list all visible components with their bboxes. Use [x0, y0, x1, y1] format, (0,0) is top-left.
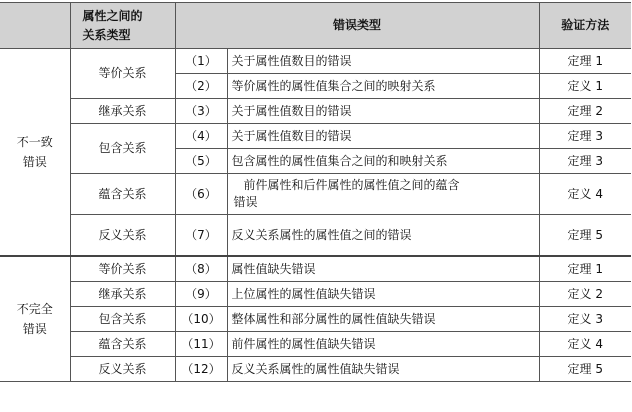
error-number: （12） — [175, 357, 227, 382]
error-description: 反义关系属性的属性值之间的错误 — [227, 215, 539, 257]
table-row — [0, 307, 631, 332]
relation-cell: 继承关系 — [70, 99, 175, 124]
error-number: （4） — [175, 124, 227, 149]
error-number: （2） — [175, 74, 227, 99]
error-number: （3） — [175, 99, 227, 124]
verification-method: 定理 5 — [539, 215, 631, 257]
table-row — [0, 99, 631, 124]
group-label-line2: 错误 — [22, 322, 47, 336]
relation-cell: 等价关系 — [70, 49, 175, 99]
verification-method: 定理 1 — [539, 256, 631, 282]
table-row — [0, 215, 631, 257]
group-label-inconsistency — [0, 49, 70, 257]
table-row — [0, 357, 631, 382]
header-relation-line2: 关系类型 — [82, 27, 131, 42]
verification-method: 定理 1 — [539, 49, 631, 74]
error-description: 前件属性的属性值缺失错误 — [227, 332, 539, 357]
header-category — [0, 3, 70, 49]
error-description: 关于属性值数目的错误 — [227, 99, 539, 124]
relation-cell: 蕴含关系 — [70, 332, 175, 357]
verification-method: 定义 3 — [539, 307, 631, 332]
group-label-incompleteness — [0, 256, 70, 382]
table-row — [0, 332, 631, 357]
error-type-table — [0, 2, 631, 382]
error-description: 反义关系属性的属性值缺失错误 — [227, 357, 539, 382]
error-number: （9） — [175, 282, 227, 307]
error-description: 上位属性的属性值缺失错误 — [227, 282, 539, 307]
header-relation-type — [70, 3, 175, 49]
error-description: 包含属性的属性值集合之间的和映射关系 — [227, 149, 539, 174]
error-description-line1: 前件属性和后件属性的属性值之间的蕴含 — [243, 178, 460, 192]
verification-method: 定理 3 — [539, 124, 631, 149]
verification-method: 定理 5 — [539, 357, 631, 382]
relation-cell: 蕴含关系 — [70, 174, 175, 215]
header-error-type: 错误类型 — [175, 3, 539, 49]
verification-method: 定义 4 — [539, 332, 631, 357]
relation-cell: 反义关系 — [70, 357, 175, 382]
error-number: （5） — [175, 149, 227, 174]
relation-cell: 包含关系 — [70, 124, 175, 174]
relation-cell: 继承关系 — [70, 282, 175, 307]
verification-method: 定理 2 — [539, 99, 631, 124]
error-description: 整体属性和部分属性的属性值缺失错误 — [227, 307, 539, 332]
header-relation-line1: 属性之间的 — [82, 8, 143, 23]
group-label-line1: 不完全 — [16, 302, 53, 316]
relation-cell: 等价关系 — [70, 256, 175, 282]
header-row — [0, 3, 631, 49]
header-method: 验证方法 — [539, 3, 631, 49]
verification-method: 定义 1 — [539, 74, 631, 99]
error-description — [227, 174, 539, 215]
error-number: （11） — [175, 332, 227, 357]
table-row — [0, 174, 631, 215]
error-number: （6） — [175, 174, 227, 215]
verification-method: 定理 3 — [539, 149, 631, 174]
error-description: 关于属性值数目的错误 — [227, 124, 539, 149]
error-number: （10） — [175, 307, 227, 332]
relation-cell: 包含关系 — [70, 307, 175, 332]
table-row — [0, 256, 631, 282]
error-description-line2: 错误 — [233, 195, 258, 209]
table-row — [0, 49, 631, 74]
verification-method: 定义 2 — [539, 282, 631, 307]
error-description: 属性值缺失错误 — [227, 256, 539, 282]
relation-cell: 反义关系 — [70, 215, 175, 257]
verification-method: 定义 4 — [539, 174, 631, 215]
error-number: （7） — [175, 215, 227, 257]
error-description: 关于属性值数目的错误 — [227, 49, 539, 74]
error-description: 等价属性的属性值集合之间的映射关系 — [227, 74, 539, 99]
error-number: （1） — [175, 49, 227, 74]
error-number: （8） — [175, 256, 227, 282]
table-row — [0, 282, 631, 307]
group-label-line2: 错误 — [22, 155, 47, 169]
table-row — [0, 124, 631, 149]
group-label-line1: 不一致 — [16, 135, 53, 149]
